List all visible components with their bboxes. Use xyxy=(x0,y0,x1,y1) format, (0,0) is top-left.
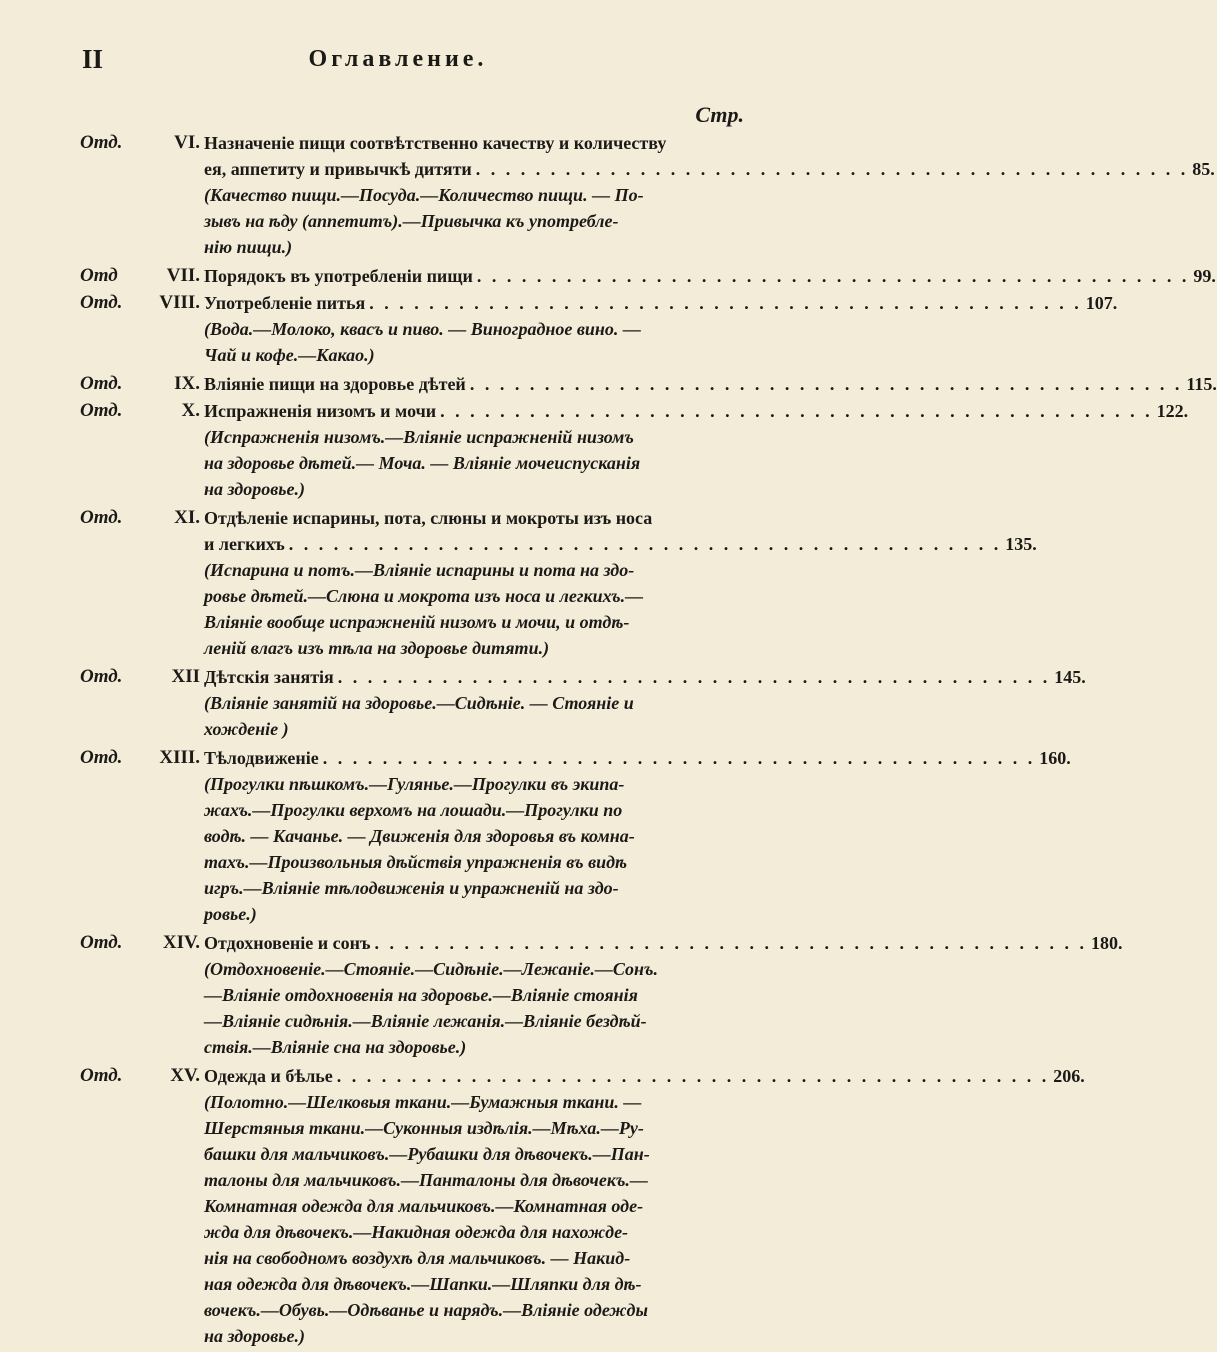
subtopic-line: (Испражненія низомъ.—Вліяніе испражненій низомъ xyxy=(204,427,634,447)
dot-leader: . . . . . . . . . . . . . . . . . . . . . . . . . . . . . . . . . . . . . . . . . . . . . . . . xyxy=(476,266,1190,286)
toc-entry xyxy=(80,664,1086,742)
entry-title: ея, аппетиту и привычкѣ дитяти xyxy=(204,159,472,179)
subtopic-line: (Вода.—Молоко, квасъ и пиво. — Виноградное вино. — xyxy=(204,319,641,339)
subtopic-line: игръ.—Вліяніе тѣлодвиженія и упражненій на здо- xyxy=(204,878,619,898)
toc-entry xyxy=(80,130,1215,260)
entry-title-line: Назначеніе пищи соотвѣтственно качеству и количеству xyxy=(204,133,667,153)
entry-title: Отдохновеніе и сонъ xyxy=(204,933,371,953)
subtopic-line: (Качество пищи.—Посуда.—Количество пищи. — По- xyxy=(204,185,644,205)
page-header xyxy=(82,44,714,80)
toc-entry xyxy=(80,371,1217,397)
subtopic-line: ствія.—Вліяніе сна на здоровье.) xyxy=(204,1037,467,1057)
subtopic-line: зывъ на ѣду (аппетитъ).—Привычка къ употребле- xyxy=(204,211,619,231)
division-number: XIII. xyxy=(159,747,200,768)
subtopic-line: Чай и кофе.—Какао.) xyxy=(204,345,375,365)
entry-title-leader-line xyxy=(204,930,1123,956)
entry-subtopics xyxy=(204,182,736,260)
subtopic-line: (Вліяніе занятій на здоровье.—Сидѣніе. — Стояніе и xyxy=(204,693,634,713)
entry-title-leader-line xyxy=(204,263,1216,289)
subtopic-line: —Вліяніе отдохновенія на здоровье.—Вліяніе стоянія xyxy=(204,985,638,1005)
division-number: XII xyxy=(171,666,200,687)
division-number: X. xyxy=(181,400,200,421)
subtopic-line: тахъ.—Произвольныя дѣйствія упражненія въ видѣ xyxy=(204,852,628,872)
page-folio: II xyxy=(82,44,104,74)
page-number: 122. xyxy=(1156,401,1189,421)
dot-leader: . . . . . . . . . . . . . . . . . . . . . . . . . . . . . . . . . . . . . . . . . . . . . . . . xyxy=(475,159,1189,179)
division-number: XIV. xyxy=(162,932,200,953)
subtopic-line: (Отдохновеніе.—Стояніе.—Сидѣніе.—Лежаніе.—Сонъ. xyxy=(204,959,658,979)
page-number: 85. xyxy=(1192,159,1215,179)
page-number: 206. xyxy=(1053,1066,1085,1086)
dot-leader: . . . . . . . . . . . . . . . . . . . . . . . . . . . . . . . . . . . . . . . . . . . . . . . . xyxy=(469,374,1183,394)
toc-entry xyxy=(80,1063,1085,1349)
division-label: Отд. xyxy=(80,292,123,313)
dot-leader: . . . . . . . . . . . . . . . . . . . . . . . . . . . . . . . . . . . . . . . . . . . . . . . . xyxy=(369,293,1082,313)
toc-entry xyxy=(80,398,1189,502)
subtopic-line: (Испарина и потъ.—Вліяніе испарины и пота на здо- xyxy=(204,560,635,580)
entry-title: Дѣтскія занятія xyxy=(204,667,334,687)
table-of-contents xyxy=(80,130,1217,1352)
division-number: XI. xyxy=(174,507,200,528)
division-label: Отд. xyxy=(80,932,123,953)
division-number: VII. xyxy=(166,265,200,286)
division-label: Отд. xyxy=(80,132,123,153)
entry-subtopics xyxy=(204,557,736,661)
entry-title: Одежда и бѣлье xyxy=(204,1066,333,1086)
subtopic-line: —Вліяніе сидѣнія.—Вліяніе лежанія.—Вліяніе бездѣй- xyxy=(204,1011,647,1031)
subtopic-line: нія на свободномъ воздухѣ для мальчиковъ. — Накид- xyxy=(204,1248,631,1268)
division-number: VI. xyxy=(174,132,200,153)
toc-entry xyxy=(80,745,1071,927)
subtopic-line: ровье дѣтей.—Слюна и мокрота изъ носа и легкихъ.— xyxy=(204,586,644,606)
entry-title: Вліяніе пищи на здоровье дѣтей xyxy=(204,374,466,394)
entry-subtopics xyxy=(204,1089,736,1349)
page-number: 99. xyxy=(1193,266,1216,286)
page-number: 160. xyxy=(1039,748,1071,768)
entry-subtopics xyxy=(204,690,736,742)
dot-leader: . . . . . . . . . . . . . . . . . . . . . . . . . . . . . . . . . . . . . . . . . . . . . . . . xyxy=(288,534,1002,554)
subtopic-line: ровье.) xyxy=(204,904,257,924)
division-label: Отд xyxy=(80,265,118,286)
entry-title-leader-line xyxy=(204,1063,1085,1089)
entry-title-leader-line xyxy=(204,156,1215,182)
subtopic-line: Комнатная одежда для мальчиковъ.—Комнатная оде- xyxy=(204,1196,644,1216)
subtopic-line: (Полотно.—Шелковыя ткани.—Бумажныя ткани. — xyxy=(204,1092,642,1112)
subtopic-line: талоны для мальчиковъ.—Панталоны для дѣвочекъ.— xyxy=(204,1170,648,1190)
division-label: Отд. xyxy=(80,373,123,394)
division-label: Отд. xyxy=(80,507,123,528)
toc-entry xyxy=(80,930,1123,1060)
subtopic-line: Вліяніе вообще испражненій низомъ и мочи, и отдѣ- xyxy=(204,612,630,632)
division-label: Отд. xyxy=(80,666,123,687)
dot-leader: . . . . . . . . . . . . . . . . . . . . . . . . . . . . . . . . . . . . . . . . . . . . . . . . xyxy=(322,748,1036,768)
subtopic-line: жахъ.—Прогулки верхомъ на лошади.—Прогулки по xyxy=(204,800,623,820)
division-label: Отд. xyxy=(80,400,123,421)
division-label: Отд. xyxy=(80,1065,123,1086)
page-number: 107. xyxy=(1085,293,1118,313)
entry-subtopics xyxy=(204,956,736,1060)
subtopic-line: водѣ. — Качанье. — Движенія для здоровья въ комна- xyxy=(204,826,635,846)
subtopic-line: на здоровье дѣтей.— Моча. — Вліяніе мочеиспусканія xyxy=(204,453,641,473)
subtopic-line: Шерстяныя ткани.—Суконныя издѣлія.—Мѣха.—Ру- xyxy=(204,1118,644,1138)
entry-subtopics xyxy=(204,316,736,368)
entry-title: Тѣлодвиженіе xyxy=(204,748,319,768)
subtopic-line: леній влагъ изъ тѣла на здоровье дитяти.) xyxy=(204,638,550,658)
division-number: IX. xyxy=(174,373,200,394)
toc-entry xyxy=(80,505,1037,661)
running-title: Оглавление. xyxy=(308,46,488,72)
subtopic-line: (Прогулки пѣшкомъ.—Гулянье.—Прогулки въ экипа- xyxy=(204,774,625,794)
dot-leader: . . . . . . . . . . . . . . . . . . . . . . . . . . . . . . . . . . . . . . . . . . . . . . . . xyxy=(440,401,1153,421)
entry-title: и легкихъ xyxy=(204,534,285,554)
entry-title: Употребленіе питья xyxy=(204,293,366,313)
entry-title: Испражненія низомъ и мочи xyxy=(204,401,437,421)
entry-title-leader-line xyxy=(204,290,1118,316)
page-number: 135. xyxy=(1005,534,1037,554)
entry-title: Порядокъ въ употребленіи пищи xyxy=(204,266,473,286)
subtopic-line: ная одежда для дѣвочекъ.—Шапки.—Шляпки для дѣ- xyxy=(204,1274,642,1294)
division-number: VIII. xyxy=(159,292,200,313)
entry-title-leader-line xyxy=(204,398,1189,424)
subtopic-line: на здоровье.) xyxy=(204,1326,305,1346)
page-number: 180. xyxy=(1090,933,1123,953)
subtopic-line: нію пищи.) xyxy=(204,237,293,257)
division-label: Отд. xyxy=(80,747,123,768)
entry-title-leader-line xyxy=(204,371,1217,397)
entry-title-leader-line xyxy=(204,664,1086,690)
entry-title-leader-line xyxy=(204,531,1037,557)
entry-subtopics xyxy=(204,771,736,927)
subtopic-line: хожденіе ) xyxy=(204,719,289,739)
dot-leader: . . . . . . . . . . . . . . . . . . . . . . . . . . . . . . . . . . . . . . . . . . . . . . . . xyxy=(336,1066,1050,1086)
subtopic-line: жда для дѣвочекъ.—Накидная одежда для нахожде- xyxy=(204,1222,629,1242)
subtopic-line: вочекъ.—Обувь.—Одѣванье и нарядъ.—Вліяніе одежды xyxy=(204,1300,648,1320)
subtopic-line: на здоровье.) xyxy=(204,479,305,499)
page-number: 145. xyxy=(1054,667,1086,687)
entry-subtopics xyxy=(204,424,736,502)
toc-entry xyxy=(80,290,1118,368)
subtopic-line: башки для мальчиковъ.—Рубашки для дѣвочекъ.—Пан- xyxy=(204,1144,650,1164)
page-number: 115. xyxy=(1186,374,1217,394)
dot-leader: . . . . . . . . . . . . . . . . . . . . . . . . . . . . . . . . . . . . . . . . . . . . . . . . xyxy=(337,667,1051,687)
dot-leader: . . . . . . . . . . . . . . . . . . . . . . . . . . . . . . . . . . . . . . . . . . . . . . . . xyxy=(374,933,1087,953)
division-number: XV. xyxy=(170,1065,200,1086)
page-column-label: Стр. xyxy=(695,102,744,127)
toc-entry xyxy=(80,263,1216,289)
entry-title-leader-line xyxy=(204,745,1071,771)
entry-title-line: Отдѣленіе испарины, пота, слюны и мокроты изъ носа xyxy=(204,508,653,528)
